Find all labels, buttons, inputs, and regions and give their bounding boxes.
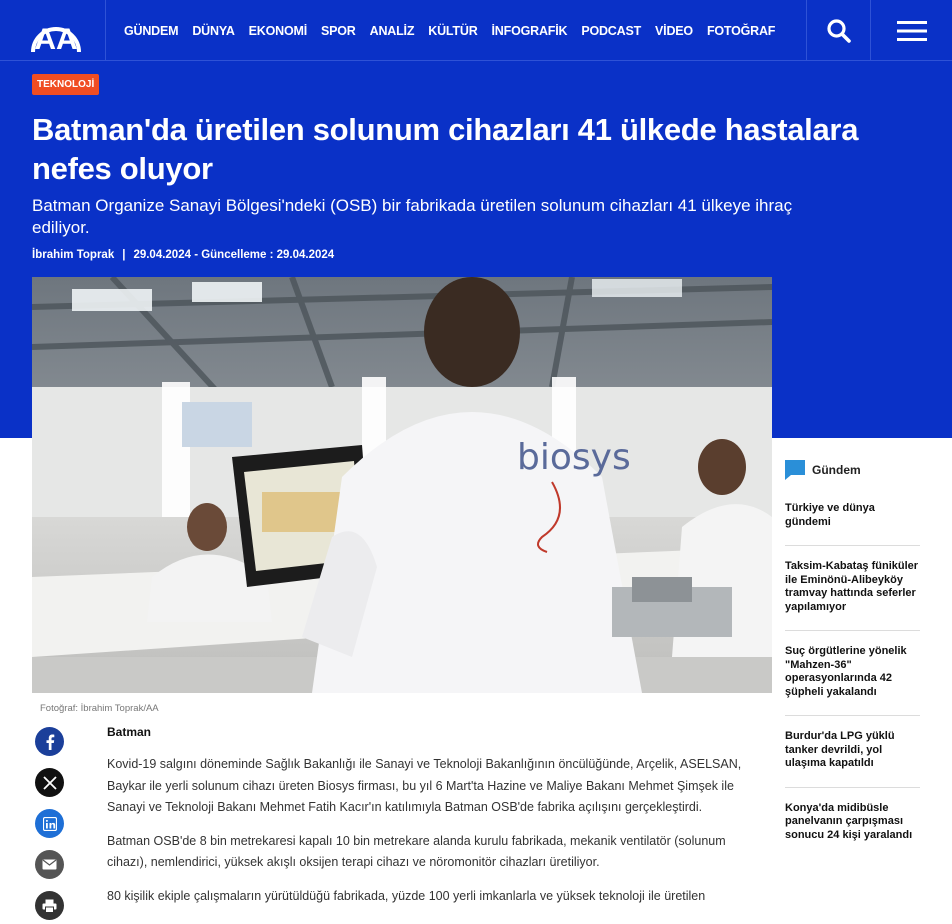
share-linkedin-button[interactable]: [35, 809, 64, 838]
factory-photo-illustration: [32, 277, 772, 693]
article-title: Batman'da üretilen solunum cihazları 41 ülkede hastalara nefes oluyor: [32, 112, 859, 186]
sidebar-divider: [785, 630, 920, 631]
facebook-icon: [43, 734, 57, 750]
linkedin-icon: [43, 817, 57, 831]
share-facebook-button[interactable]: [35, 727, 64, 756]
article-paragraph: Kovid-19 salgını döneminde Sağlık Bakanlığı ile Sanayi ve Teknoloji Bakanlığının öncülüğünde, Arçelik, ASELSAN, Baykar ile yerli solunum cihazı üreten Biosys firması, bu yıl 6 Mart'ta Hazine ve Maliye Bakanı Mehmet Şimşek ile Sanayi ve Teknoloji Bakanı Mehmet Fatih Kacır'ın katılımıyla Batman OSB'de fabrika açılışını gerçekleştirdi.: [107, 757, 742, 814]
category-badge[interactable]: TEKNOLOJİ: [32, 74, 99, 95]
article-paragraph: Batman OSB'de 8 bin metrekaresi kapalı 10 bin metrekare alanda kurulu fabrikada, mekanik ventilatör (solunum cihazı), nemlendirici, yüksek akışlı oksijen terapi cihazı ve nöromonitör cihazları üretiliyor.: [107, 833, 726, 869]
share-x-button[interactable]: [35, 768, 64, 797]
menu-button[interactable]: [870, 0, 952, 61]
byline: [32, 249, 334, 261]
byline-separator: |: [122, 249, 126, 261]
sidebar-agenda: [785, 460, 920, 842]
print-icon: [42, 899, 57, 913]
sidebar-heading-label: Gündem: [812, 463, 861, 477]
search-button[interactable]: [806, 0, 870, 61]
nav-kultur[interactable]: KÜLTÜR: [428, 23, 478, 38]
author-name[interactable]: İbrahim Toprak: [32, 249, 115, 261]
aa-logo[interactable]: [23, 6, 89, 56]
nav-ekonomi[interactable]: EKONOMİ: [248, 23, 307, 38]
top-navigation-bar: [0, 0, 952, 61]
x-icon: [43, 776, 57, 790]
nav-spor[interactable]: SPOR: [321, 23, 356, 38]
nav-infografik[interactable]: İNFOGRAFİK: [491, 23, 568, 38]
nav-fotograf[interactable]: FOTOĞRAF: [706, 23, 776, 38]
article-photo[interactable]: [32, 277, 772, 693]
nav-video[interactable]: VİDEO: [655, 23, 693, 38]
nav-dunya[interactable]: DÜNYA: [192, 23, 235, 38]
mail-icon: [42, 859, 57, 870]
main-nav: [124, 0, 789, 61]
chat-bubble-icon: [785, 460, 805, 480]
nav-gundem[interactable]: GÜNDEM: [124, 23, 179, 38]
article-dateline: Batman: [107, 725, 152, 739]
article-subtitle: Batman Organize Sanayi Bölgesi'ndeki (OSB) bir fabrikada üretilen solunum cihazları 41 ülkeye ihraç ediliyor.: [32, 196, 793, 237]
nav-podcast[interactable]: PODCAST: [581, 23, 642, 38]
hamburger-icon: [897, 20, 927, 42]
logo-text: AA: [34, 23, 78, 56]
share-mail-button[interactable]: [35, 850, 64, 879]
article-body: [107, 754, 747, 919]
nav-analiz[interactable]: ANALİZ: [369, 23, 415, 38]
share-print-button[interactable]: [35, 891, 64, 920]
header-divider: [105, 0, 106, 61]
sidebar-item-news[interactable]: Taksim-Kabataş füniküler ile Eminönü-Alibeyköy tramvay hattında seferler yapılamıyor: [785, 560, 919, 613]
sidebar-item-news[interactable]: Konya'da midibüsle panelvanın çarpışması sonucu 24 kişi yaralandı: [785, 801, 913, 841]
share-buttons: [35, 727, 64, 920]
photo-caption: Fotoğraf: İbrahim Toprak/AA: [40, 703, 159, 714]
sidebar-divider: [785, 787, 920, 788]
search-icon: [826, 18, 852, 44]
sidebar-item-news[interactable]: Burdur'da LPG yüklü tanker devrildi, yol ulaşıma kapatıldı: [785, 730, 895, 769]
article-paragraph: 80 kişilik ekiple çalışmaların yürütüldüğü fabrikada, yüzde 100 yerli imkanlarla ve yüksek teknoloji ile üretilen: [107, 888, 706, 903]
publish-date: 29.04.2024 - Güncelleme : 29.04.2024: [133, 249, 335, 261]
sidebar-item-gundem[interactable]: Türkiye ve dünya gündemi: [785, 502, 875, 528]
sidebar-divider: [785, 545, 920, 546]
sidebar-item-news[interactable]: Suç örgütlerine yönelik "Mahzen-36" operasyonlarında 42 şüpheli yakalandı: [785, 645, 907, 698]
photo-logo-text: biosys: [517, 437, 631, 478]
sidebar-divider: [785, 715, 920, 716]
sidebar-heading[interactable]: [785, 460, 920, 480]
